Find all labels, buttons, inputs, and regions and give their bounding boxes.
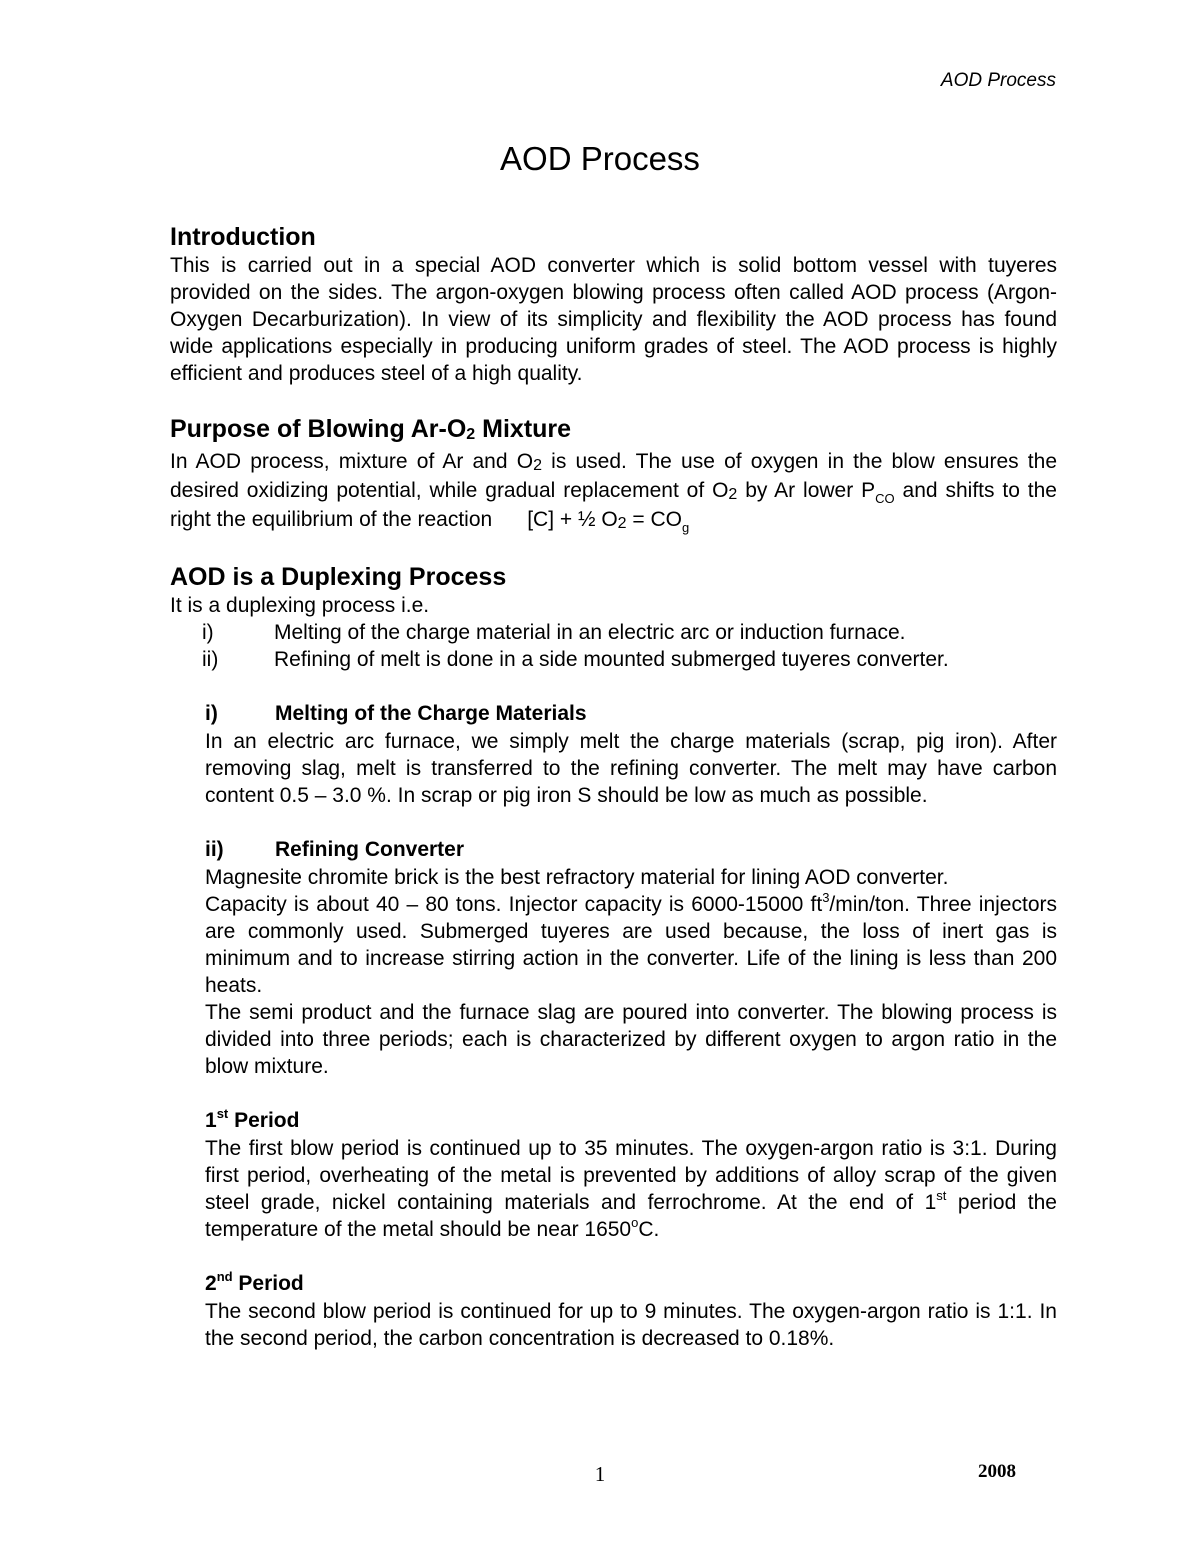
section-heading-purpose: Purpose of Blowing Ar-O2 Mixture: [170, 415, 572, 443]
period2-heading: 2nd Period: [205, 1269, 304, 1295]
period1-text: The first blow period is continued up to 35 minutes. The oxygen-argon ratio is 3:1. During first period, overheating of the metal is prevented by additions of alloy scrap of the given steel grade, nickel containing materials and ferrochrome. At the end of 1st period the temperature of the metal should be near 1650$^o$C.: [205, 1137, 1057, 1241]
page-number: 1: [594, 1462, 606, 1486]
document-body: [170, 222, 1057, 1352]
subsection-heading-melting: i) Melting of the Charge Materials: [205, 702, 587, 725]
refining-text-para2: The semi product and the furnace slag are poured into converter. The blowing process is divided into three periods; each is characterized by different oxygen to argon ratio in the blow mixture.: [205, 1001, 1057, 1078]
duplexing-list: [170, 619, 1057, 673]
section-heading-duplexing: AOD is a Duplexing Process: [170, 563, 507, 591]
footer-year: 2008: [978, 1461, 1016, 1482]
list-item: i) Melting of the charge material in an electric arc or induction furnace.: [202, 621, 906, 644]
purpose-text: In AOD process, mixture of Ar and O2 is used. The use of oxygen in the blow ensures the desired oxidizing potential, while gradual replacement of O2 by Ar lower $P_{CO}$ and shifts to the right the equilibrium of the reaction [C] + ½ $O2 = CO_g$: [170, 450, 1058, 535]
page-title: AOD Process: [500, 140, 700, 177]
reaction-equation: [C] + ½ $O2 = CO_g$: [527, 508, 690, 535]
section-heading-introduction: Introduction: [170, 223, 316, 251]
duplexing-intro: It is a duplexing process i.e.: [170, 594, 430, 617]
introduction-text: This is carried out in a special AOD converter which is solid bottom vessel with tuyeres provided on the sides. The argon-oxygen blowing process often called AOD process (Argon-Oxygen Decarburization). In view of its simplicity and flexibility the AOD process has found wide applications especially in producing uniform grades of steel. The AOD process is highly efficient and produces steel of a high quality.: [170, 254, 1057, 385]
running-header: AOD Process: [940, 70, 1056, 91]
subsection-heading-refining: ii) Refining Converter: [205, 838, 465, 861]
period1-heading: 1st Period: [205, 1106, 300, 1132]
refining-text: Capacity is about 40 – 80 tons. Injector capacity is 6000-15000 $ft^3/\min$/ton. Three injectors are commonly used. Submerged tuyeres are used because, the loss of inert gas is minimum and to increase stirring action in the converter. Life of the lining is less than 200 heats.: [205, 890, 1057, 997]
period2-text: The second blow period is continued for up to 9 minutes. The oxygen-argon ratio is 1:1. In the second period, the carbon concentration is decreased to 0.18%.: [205, 1300, 1057, 1350]
melting-text: In an electric arc furnace, we simply melt the charge materials (scrap, pig iron). After removing slag, melt is transferred to the refining converter. The melt may have carbon content 0.5 – 3.0 %. In scrap or pig iron S should be low as much as possible.: [205, 730, 1057, 807]
list-item: ii) Refining of melt is done in a side mounted submerged tuyeres converter.: [202, 648, 949, 671]
refining-text-line1: Magnesite chromite brick is the best refractory material for lining AOD converter.: [205, 866, 949, 889]
